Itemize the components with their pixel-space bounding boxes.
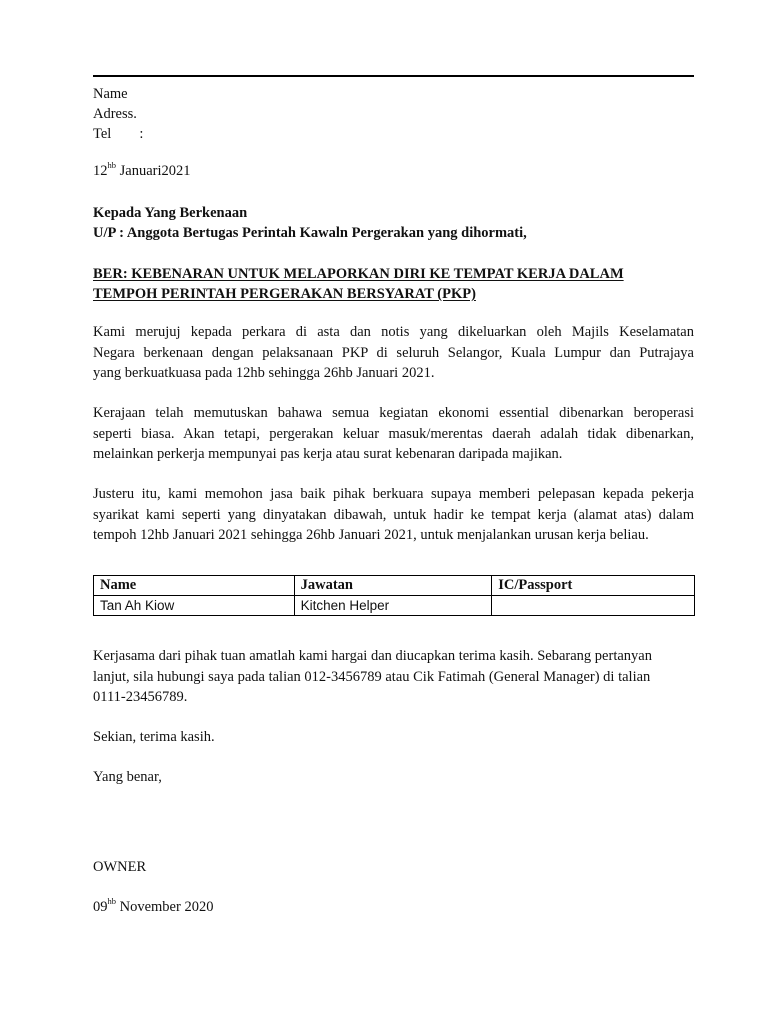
table-cell-jawatan: Kitchen Helper	[294, 596, 492, 616]
sign-date-day: 09	[93, 899, 108, 915]
paragraph-3-line-3: tempoh 12hb Januari 2021 sehingga 26hb Januari 2021, untuk menjalankan urusan kerja beliau.	[93, 527, 649, 543]
table-header-name: Name	[94, 576, 295, 596]
table-row	[94, 596, 695, 616]
paragraph-1	[93, 322, 694, 384]
paragraph-2-line-2: seperti biasa. Akan tetapi, pergerakan keluar masuk/merentas daerah adalah tidak dibenarkan,	[93, 425, 694, 442]
paragraph-2	[93, 403, 694, 465]
staff-table-header-row	[94, 576, 695, 596]
sign-date	[93, 897, 213, 917]
signature-title: OWNER	[93, 859, 147, 875]
table-header-jawatan: Jawatan	[294, 576, 492, 596]
sender-address-label: Adress.	[93, 106, 137, 122]
letter-date-rest: Januari2021	[116, 163, 191, 179]
paragraph-2-line-1: Kerajaan telah memutuskan bahawa semua kegiatan ekonomi essential dibenarkan beroperasi	[93, 405, 694, 421]
sender-tel-label: Tel	[93, 126, 112, 142]
paragraph-4-line-2: lanjut, sila hubungi saya pada talian 012-3456789 atau Cik Fatimah (General Manager) di talian	[93, 668, 651, 685]
letter-date-day: 12	[93, 163, 108, 179]
paragraph-1-line-3: yang berkuatkuasa pada 12hb sehingga 26hb Januari 2021.	[93, 365, 435, 381]
paragraph-3-line-1: Justeru itu, kami memohon jasa baik pihak berkuara supaya memberi pelepasan kepada pekerja	[93, 486, 694, 502]
paragraph-3-line-2: syarikat kami seperti yang dinyatakan dibawah, untuk hadir ke tempat kerja (alamat atas) dalam	[93, 506, 694, 523]
sender-name-label: Name	[93, 86, 128, 102]
table-header-ic-passport: IC/Passport	[492, 576, 695, 596]
table-cell-name: Tan Ah Kiow	[94, 596, 295, 616]
sign-date-rest: November 2020	[116, 899, 214, 915]
subject-line-1: BER: KEBENARAN UNTUK MELAPORKAN DIRI KE TEMPAT KERJA DALAM	[93, 266, 624, 282]
paragraph-2-line-3: melainkan perkerja mempunyai pas kerja atau surat kebenaran daripada majikan.	[93, 446, 563, 462]
recipient-line-1: Kepada Yang Berkenaan	[93, 205, 248, 221]
letter-date-suffix: hb	[107, 160, 116, 171]
paragraph-1-line-2: Negara berkenaan dengan pelaksanaan PKP di seluruh Selangor, Kuala Lumpur dan Putrajaya	[93, 344, 694, 361]
sender-tel-line	[93, 124, 143, 144]
closing-line-1: Sekian, terima kasih.	[93, 729, 215, 745]
letter-date	[93, 161, 191, 181]
closing-line-2: Yang benar,	[93, 769, 162, 785]
paragraph-1-line-1: Kami merujuj kepada perkara di asta dan notis yang dikeluarkan oleh Majils Keselamatan	[93, 324, 694, 340]
staff-table	[93, 575, 695, 616]
table-cell-ic-passport	[492, 596, 695, 616]
sign-date-suffix: hb	[107, 896, 116, 907]
recipient-line-2: U/P : Anggota Bertugas Perintah Kawaln Pergerakan yang dihormati,	[93, 225, 527, 241]
paragraph-4-line-3: 0111-23456789.	[93, 689, 188, 705]
paragraph-4	[93, 646, 705, 708]
subject-line-2: TEMPOH PERINTAH PERGERAKAN BERSYARAT (PKP)	[93, 286, 476, 302]
sender-tel-colon: :	[139, 126, 144, 142]
header-rule	[93, 75, 694, 77]
paragraph-4-line-1: Kerjasama dari pihak tuan amatlah kami hargai dan diucapkan terima kasih. Sebarang pertanyan	[93, 648, 652, 664]
paragraph-3	[93, 484, 694, 546]
